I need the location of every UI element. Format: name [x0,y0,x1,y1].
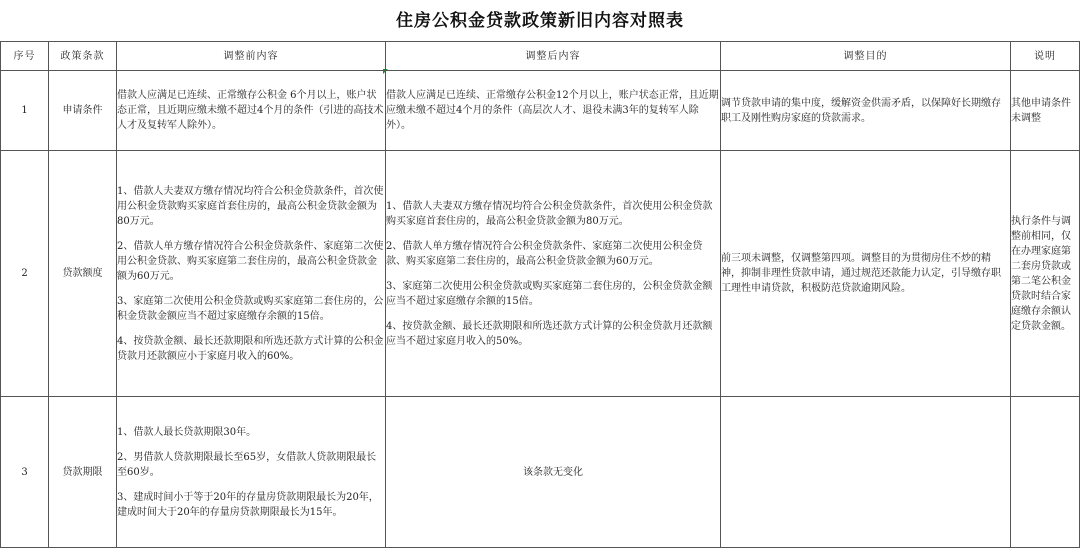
note-content: 执行条件与调整前相同，仅在办理家庭第二套房贷款或第二笔公积金贷款时结合家庭缴存余额认定贷款金额。 [1011,151,1080,397]
after-content: 该条款无变化 [386,397,721,548]
after-item: 3、家庭第二次使用公积金贷款或购买家庭第二套住房的，公积金贷款金额应当不超过家庭缴存余额的15倍。 [386,280,713,307]
before-content [117,151,386,397]
after-item: 4、按贷款金额、最长还款期限和所选还款方式计算的公积金贷款月还款额应当不超过家庭月收入的50%。 [386,320,713,347]
before-item: 3、建成时间小于等于20年的存量房贷款期限最长为20年，建成时间大于20年的存量房贷款期限最长为15年。 [117,491,379,518]
table-row [1,71,1080,151]
row-category: 申请条件 [49,71,117,151]
after-item: 1、借款人夫妻双方缴存情况均符合公积金贷款条件，首次使用公积金贷款购买家庭首套住房的，最高公积金贷款金额为80万元。 [386,200,713,227]
page-title: 住房公积金贷款政策新旧内容对照表 [396,11,684,31]
row-number: 1 [1,71,49,151]
header-note: 说明 [1011,42,1080,71]
row-category: 贷款期限 [49,397,117,548]
before-item: 2、借款人单方缴存情况符合公积金贷款条件、家庭第二次使用公积金贷款、购买家庭第二套住房的，最高公积金贷款金额为60万元。 [117,240,384,282]
table-row [1,397,1080,548]
header-no: 序号 [1,42,49,71]
comparison-table [0,41,1080,548]
header-category: 政策条款 [49,42,117,71]
before-item: 1、借款人夫妻双方缴存情况均符合公积金贷款条件，首次使用公积金贷款购买家庭首套住房的，最高公积金贷款金额为80万元。 [117,185,384,227]
before-item: 2、男借款人贷款期限最长至65岁，女借款人贷款期限最长至60岁。 [117,451,377,478]
row-number: 3 [1,397,49,548]
header-after: 调整后内容 [386,42,721,71]
header-purpose: 调整目的 [721,42,1011,71]
before-item: 1、借款人最长贷款期限30年。 [117,426,257,438]
before-item: 3、家庭第二次使用公积金贷款或购买家庭第二套住房的，公积金贷款金额应当不超过家庭缴存余额的15倍。 [117,295,384,322]
after-content [386,71,721,151]
table-row [1,151,1080,397]
note-content: 其他申请条件未调整 [1011,71,1080,151]
purpose-content: 前三项未调整，仅调整第四项。调整目的为贯彻房住不炒的精神，抑制非理性贷款申请，通过规范还款能力认定，引导缴存职工理性申请贷款，积极防范贷款逾期风险。 [721,151,1011,397]
after-content [386,151,721,397]
before-item: 借款人应满足已连续、正常缴存公积金 6个月以上，账户状态正常，且近期应缴未缴不超过4个月的条件（引进的高技术人才及复转军人除外）。 [117,90,384,131]
note-content [1011,397,1080,548]
row-number: 2 [1,151,49,397]
table-header-row [1,42,1080,71]
before-content [117,397,386,548]
before-item: 4、按贷款金额、最长还款期限和所选还款方式计算的公积金贷款月还款额应小于家庭月收入的60%。 [117,335,384,362]
header-before: 调整前内容 [117,42,386,71]
purpose-content [721,397,1011,548]
after-item: 借款人应满足已连续、正常缴存公积金12个月以上，账户状态正常，且近期应缴未缴不超过4个月的条件（高层次人才、退役未满3年的复转军人除外）。 [386,90,719,131]
after-item: 2、借款人单方缴存情况符合公积金贷款条件、家庭第二次使用公积金贷款、购买家庭第二套住房的，最高公积金贷款金额为60万元。 [386,240,703,267]
row-category: 贷款额度 [49,151,117,397]
purpose-content: 调节贷款申请的集中度，缓解资金供需矛盾，以保障好长期缴存职工及刚性购房家庭的贷款需求。 [721,71,1011,151]
before-content [117,71,386,151]
